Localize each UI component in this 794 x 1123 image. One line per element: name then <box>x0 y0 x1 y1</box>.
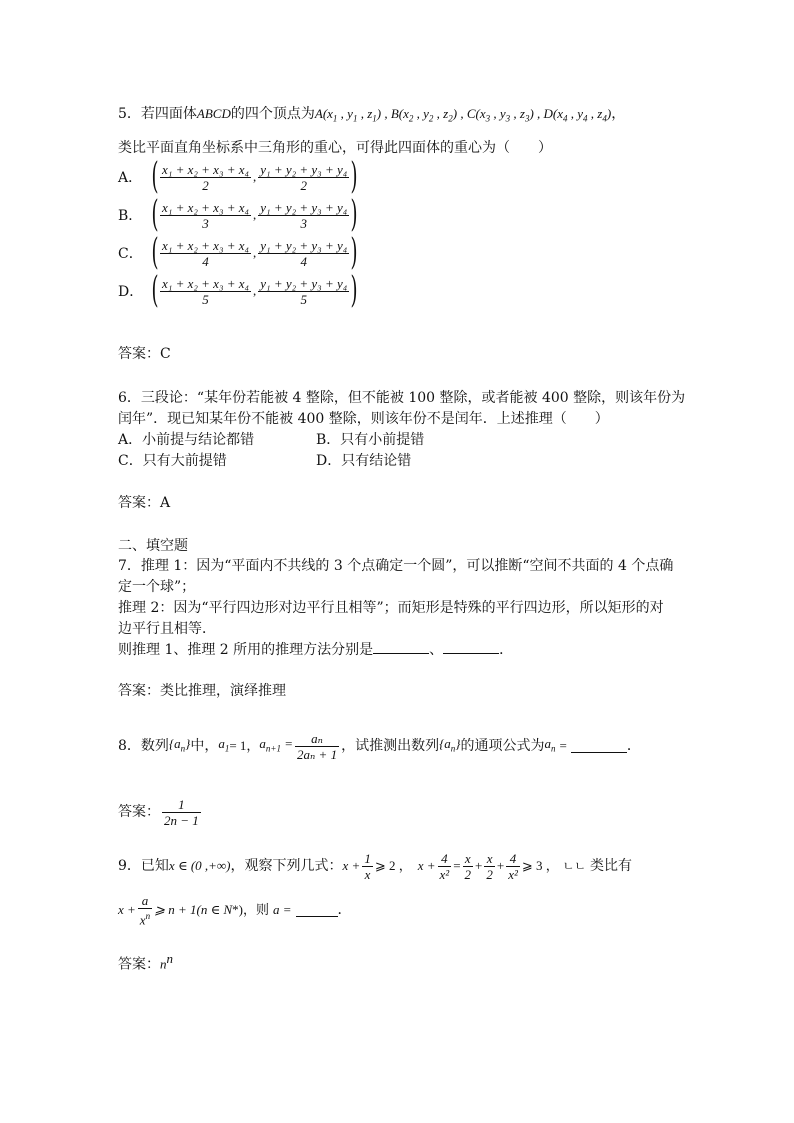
q9-frac-1: $\frac{1}{x}$ <box>364 850 371 882</box>
q9-frac-2: $\frac{4}{\text{x²}}$ <box>439 850 450 882</box>
option-label: B． <box>118 208 143 224</box>
denominator: 5 <box>300 291 308 307</box>
right-paren: ) <box>350 194 358 235</box>
q9-blank[interactable] <box>296 903 338 917</box>
q7-prompt: 则推理 1、推理 2 所用的推理方法分别是 <box>118 642 374 658</box>
denominator: 3 <box>202 215 209 231</box>
option-label: C． <box>118 246 143 262</box>
q8-seq: $\{a_n\}$ <box>168 736 191 754</box>
left-paren: ( <box>151 156 159 197</box>
y-sum: y₁ + y₂ + y₃ + y₄ <box>260 275 348 291</box>
q6-option-b: B．只有小前提错 <box>316 432 425 448</box>
q8-answer-fraction: $\frac{1}{2n - 1}$ <box>164 796 199 828</box>
q5-mid: 的四个顶点为 <box>230 106 315 122</box>
q5-prefix: 5．若四面体 <box>118 106 197 122</box>
denominator: 3 <box>300 215 308 231</box>
denominator: 5 <box>202 291 209 307</box>
q5-line2: 类比平面直角坐标系中三角形的重心，可得此四面体的重心为（ ） <box>118 140 552 156</box>
q9-domain: x ∈ (0 ,+∞) <box>168 858 231 873</box>
right-paren: ) <box>350 270 358 311</box>
q9-answer: 答案：$n^n$ <box>118 951 173 973</box>
q9-dots: ㄴㄴ <box>562 859 586 873</box>
q5-vertices: $A(x_1$ , $y_1$ , $z_1$) , $B(x_2$ , $y_2$ , $z_2$) , $C(x_3$ , $y_3$ , $z_3$) , $D(x_4$ , $y_4$ , $z_4$) <box>314 106 612 124</box>
q7-blank-2[interactable] <box>443 640 499 654</box>
y-sum: y₁ + y₂ + y₃ + y₄ <box>260 199 348 215</box>
x-sum: x₁ + x₂ + x₃ + x₄ <box>162 199 250 215</box>
q9-frac-3: $\frac{x}{2}$ <box>464 850 472 882</box>
y-sum: y₁ + y₂ + y₃ + y₄ <box>260 237 348 253</box>
q7-line4: 边平行且相等． <box>118 621 216 637</box>
q8-line: 8．数列 $\{a_n\}$ 中， $a_1$ = 1， $a_{n+1}$ = $\frac{\text{aₙ}}{\text{2aₙ + 1}}$ ，试推测出数列 $\{a_n\}$ 的通项公式为 $a_n$ = ． <box>118 727 641 766</box>
q7-line5: 则推理 1、推理 2 所用的推理方法分别是 、 ． <box>118 642 514 658</box>
q8-prefix: 8．数列 <box>118 738 169 755</box>
q8-an: $a_n$ <box>544 736 556 754</box>
right-paren: ) <box>350 156 358 197</box>
y-fraction <box>258 200 349 231</box>
q8-an1: $a_{n+1}$ = <box>259 736 294 754</box>
section-title: 二、填空题 <box>118 538 188 554</box>
q5-comma: ， <box>611 106 626 122</box>
q8-a1: $a_1$ <box>218 736 230 754</box>
denominator: 2 <box>202 177 209 193</box>
x-fraction <box>160 162 251 193</box>
q6-line1: 6．三段论：“某年份若能被 4 整除，但不能被 100 整除，或者能被 400 整除，则该年份为 <box>118 390 686 406</box>
option-label: D． <box>118 284 144 300</box>
x-sum: x₁ + x₂ + x₃ + x₄ <box>162 237 250 253</box>
left-paren: ( <box>151 194 159 235</box>
q8-blank[interactable] <box>571 739 627 753</box>
q9-frac-6: $\frac{a}{x^n}$ <box>139 893 151 928</box>
q9-frac-4: $\frac{x}{2}$ <box>486 850 493 882</box>
q5-option-a: A． ( $\frac{\text{x₁ + x₂ + x₃ + x₄}}{2}$ , $\frac{\text{y₁ + y₂ + y₃ + y₄}}{2}$ ) <box>118 156 358 197</box>
q6-option-c: C．只有大前提错 <box>118 453 227 469</box>
y-sum: y₁ + y₂ + y₃ + y₄ <box>260 161 348 177</box>
x-sum: x₁ + x₂ + x₃ + x₄ <box>162 275 250 291</box>
x-fraction <box>160 238 251 269</box>
y-fraction <box>258 162 349 193</box>
q7-line2: 定一个球”； <box>118 579 196 595</box>
option-label: A． <box>118 170 143 186</box>
y-fraction <box>258 276 349 307</box>
q6-option-d: D．只有结论错 <box>316 453 412 469</box>
q8-recurrence: $\frac{\text{aₙ}}{\text{2aₙ + 1}}$ <box>297 730 338 762</box>
q5-options <box>118 158 357 310</box>
q5-option-c: C． ( $\frac{\text{x₁ + x₂ + x₃ + x₄}}{4}$ , $\frac{\text{y₁ + y₂ + y₃ + y₄}}{4}$ ) <box>118 232 358 273</box>
q9-frac-5: $\frac{4}{\text{x²}}$ <box>508 850 518 882</box>
q7-blank-1[interactable] <box>373 640 429 654</box>
q5-option-b: B． ( $\frac{\text{x₁ + x₂ + x₃ + x₄}}{3}$ , $\frac{\text{y₁ + y₂ + y₃ + y₄}}{3}$ ) <box>118 194 358 235</box>
denominator: 2 <box>300 177 308 193</box>
q6-answer: 答案：A <box>118 495 171 511</box>
q5-option-d: D． ( $\frac{\text{x₁ + x₂ + x₃ + x₄}}{5}$ , $\frac{\text{y₁ + y₂ + y₃ + y₄}}{5}$ ) <box>118 270 358 311</box>
q9-line2: x + $\frac{a}{x^n}$ ⩾ n + 1(n ∈ N * )，则 a = ． <box>118 893 352 928</box>
y-fraction <box>258 238 349 269</box>
q8-answer: 答案： $\frac{1}{2n - 1}$ <box>118 796 199 828</box>
right-paren: ) <box>350 232 358 273</box>
q6-line2: 闰年”．现已知某年份不能被 400 整除，则该年份不是闰年．上述推理（ ） <box>118 411 609 427</box>
q5-answer: 答案：C <box>118 346 171 362</box>
left-paren: ( <box>151 232 159 273</box>
q7-line3: 推理 2：因为“平行四边形对边平行且相等”；而矩形是特殊的平行四边形，所以矩形的对 <box>118 600 664 616</box>
q6-option-a: A．小前提与结论都错 <box>118 432 255 448</box>
left-paren: ( <box>151 270 159 311</box>
q7-answer: 答案：类比推理，演绎推理 <box>118 683 286 699</box>
q5-line1 <box>118 104 625 129</box>
q9-line1: 9．已知 x ∈ (0 ,+∞) ，观察下列几式： x + $\frac{1}{x}$ ⩾ 2 ， x + $\frac{4}{\text{x²}}$ = $\frac{x}{2}$ + $\frac{x}{2}$ + $\frac{4}{\text{x²}}$ ⩾ 3 ， ㄴㄴ 类比有 <box>118 850 632 882</box>
q7-line1: 7．推理 1：因为“平面内不共线的 3 个点确定一个圆”，可以推断“空间不共面的 4 个点确 <box>118 558 674 574</box>
x-fraction <box>160 200 251 231</box>
x-sum: x₁ + x₂ + x₃ + x₄ <box>162 161 250 177</box>
x-fraction <box>160 276 251 307</box>
q8-seq-2: $\{a_n\}$ <box>439 736 461 754</box>
denominator: 4 <box>300 253 308 269</box>
q5-tetra: ABCD <box>196 106 231 121</box>
denominator: 4 <box>202 253 209 269</box>
